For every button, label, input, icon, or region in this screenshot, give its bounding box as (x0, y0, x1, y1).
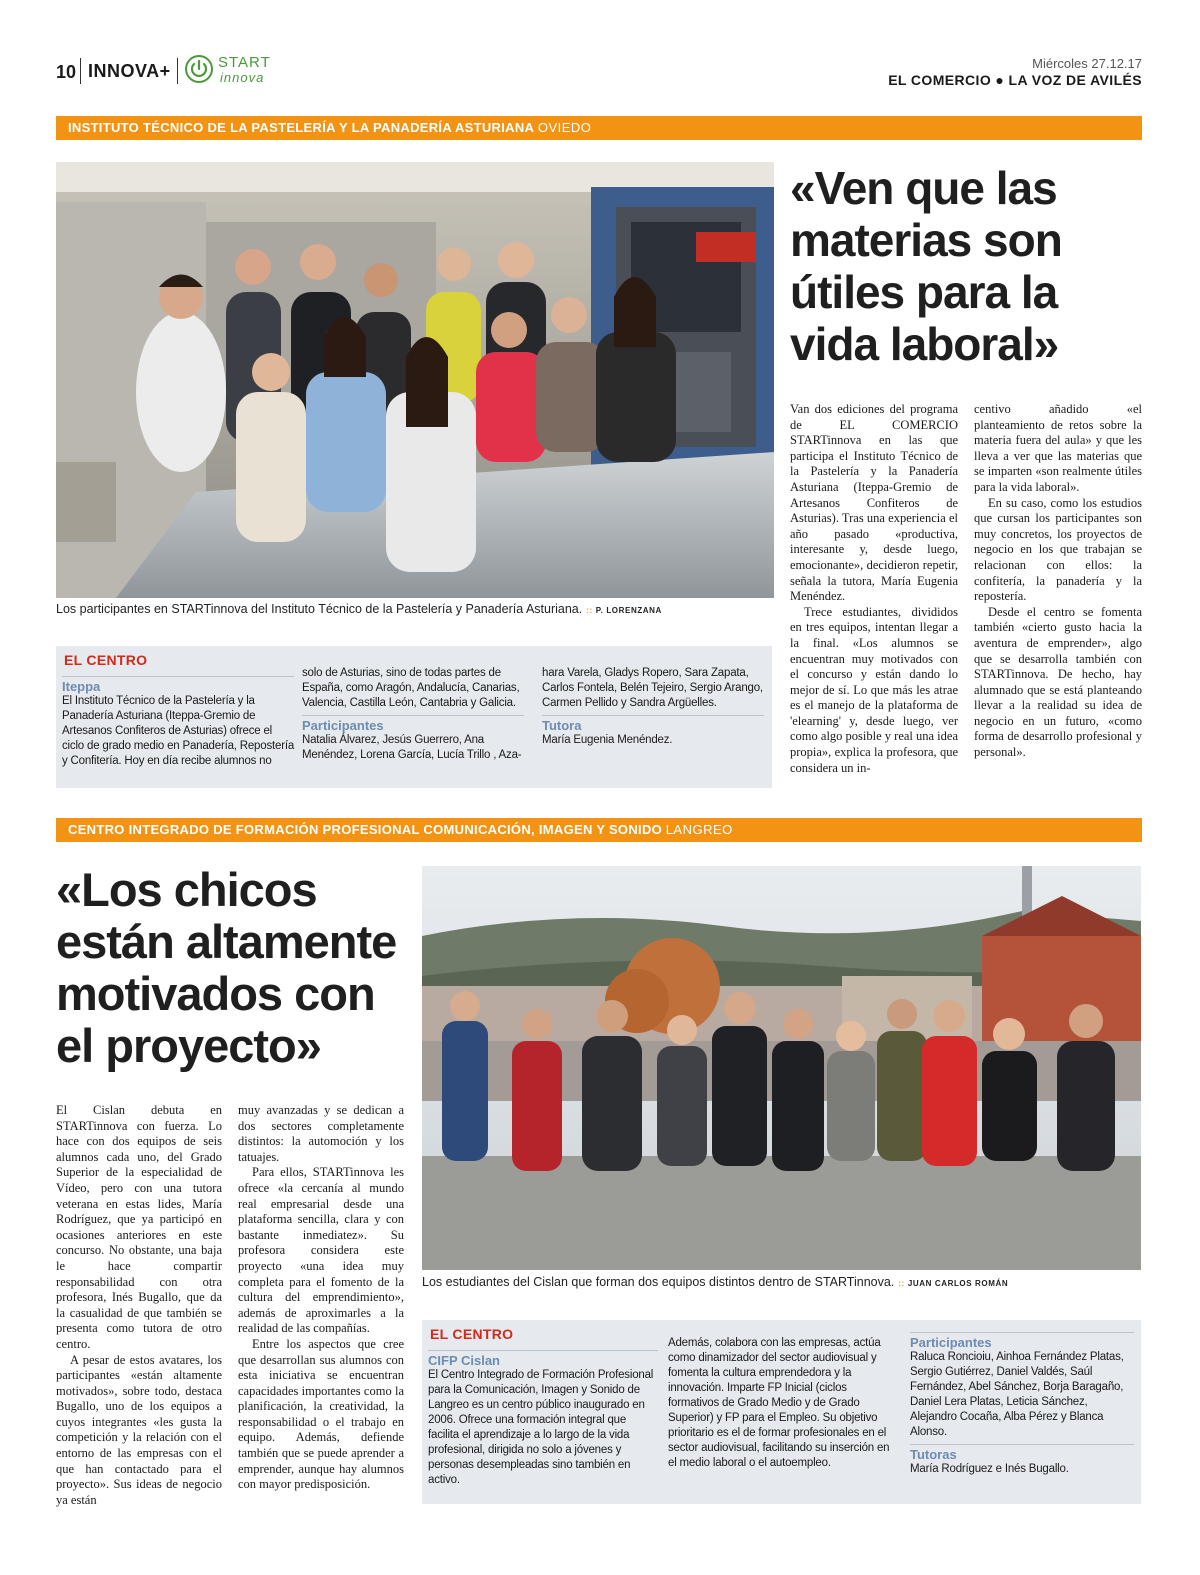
box-participants: Raluca Roncioiu, Ainhoa Fernández Platas, Sergio Gutiérrez, Daniel Valdés, Saúl Fernández, Abel Sánchez, Borja Baragaño, Daniel Lera Platas, Leticia Sánchez, Alejandro Cocaña, Alba Pérez y Blanca Alonso. (910, 1351, 1124, 1438)
paragraph: Trece estudiantes, divididos en tres equipos, intentan llegar a la final. «Los alumnos se encuentran muy motivados con el concurso y están dando lo mejor de sí. Lo que más les atrae es el manejo de la plataforma de 'elearning' y, desde luego, ver como algo posible y real una idea propia», explica la profesora, que considera un in- (790, 604, 958, 775)
box-participants-label: Participantes (302, 715, 524, 733)
bar-institution: INSTITUTO TÉCNICO DE LA PASTELERÍA Y LA PANADERÍA ASTURIANA (68, 120, 535, 135)
paragraph: A pesar de estos avatares, los participantes «están altamente motivados», sobre todo, destaca Bugallo, uno de los equipos a cuyos integrantes «les gusta la competición y la relación con el entorno de las empresas con el que han contactado para el proyecto». Sus ideas de negocio ya están (56, 1352, 222, 1507)
box-participants: Natalia Álvarez, Jesús Guerrero, Ana Menéndez, Lorena García, Lucía Trillo , Aza- (302, 734, 522, 761)
box-participants-cont: hara Varela, Gladys Ropero, Sara Zapata, Carlos Fontela, Belén Tejeiro, Sergio Arango, Carmen Pellido y Sandra Argüelles. (542, 667, 763, 709)
photo-caption: Los participantes en STARTinnova del Instituto Técnico de la Pastelería y Panadería Asturiana. :: P. LORENZANA (56, 602, 662, 616)
page-header (56, 52, 1142, 94)
photo-credit: P. LORENZANA (595, 606, 662, 615)
issue-date: Miércoles 27.12.17 (1032, 56, 1142, 71)
article-column-1 (790, 402, 958, 776)
paragraph: muy avanzadas y se dedican a dos sectores completamente distintos: la automoción y los tatuajes. (238, 1103, 404, 1164)
section-name: INNOVA+ (88, 61, 171, 81)
box-center-text-cont: solo de Asturias, sino de todas partes de España, como Aragón, Andalucía, Canarias, Valencia, Castilla León, Cantabria y Galicia. (302, 667, 520, 709)
paragraph: Van dos ediciones del programa de EL COMERCIO STARTinnova en las que participa el Instituto Técnico de la Pastelería y la Panadería Asturiana (Iteppa-Gremio de Artesanos Confiteros de Asturias). Tras una experiencia el año pasado «productiva, interesante y, desde luego, emocionante», decidieron repetir, señala la tutora, María Eugenia Menéndez. (790, 402, 958, 604)
article-column-2 (974, 402, 1142, 761)
logo-innova-text: innova (220, 70, 265, 85)
paragraph: Desde el centro se fomenta también «cierto gusto hacia la aventura de emprender», algo que se desarrolla también con STARTinnova. De hecho, hay alumnado que se está planteando llevar a la realidad su idea de negocio en un futuro, «como forma de desarrollo profesional y personal». (974, 604, 1142, 760)
info-box-center (56, 646, 772, 788)
paragraph: Entre los aspectos que cree que desarrollan sus alumnos con esta iniciativa se encuentran capacidades importantes como la planificación, la creatividad, la responsabilidad o el trabajo en equipo. Además, defiende también que se puede aprender a emprender, aunque hay alumnos con mayor predisposición. (238, 1336, 404, 1492)
bar-institution: CENTRO INTEGRADO DE FORMACIÓN PROFESIONAL COMUNICACIÓN, IMAGEN Y SONIDO (68, 822, 663, 837)
bar-city: LANGREO (665, 822, 733, 837)
startinnova-power-icon (184, 54, 214, 84)
box-center-text: El Centro Integrado de Formación Profesional para la Comunicación, Imagen y Sonido de Langreo es un centro público inaugurado en 2006. Ofrece una formación integral que facilita el aprendizaje a lo largo de la vida profesional, dirigida no solo a jóvenes y personas desempleadas sino también en activo. (428, 1369, 654, 1486)
box-center-text: El Instituto Técnico de la Pastelería y la Panadería Asturiana (Iteppa-Gremio de Artesanos Confiteros de Asturias) ofrece el ciclo de grado medio en Panadería, Repostería y Confitería. Hoy en día recibe alumnos no (62, 695, 295, 767)
section-bar-oviedo (56, 116, 1142, 140)
box-center-name: CIFP Cislan (428, 1350, 658, 1368)
photo-credit: JUAN CARLOS ROMÁN (907, 1279, 1009, 1288)
header-divider (80, 58, 81, 84)
logo-start-text: START (218, 54, 271, 71)
page-number: 10 (56, 62, 77, 82)
headline: «Los chicos están altamente motivados con el proyecto» (56, 863, 397, 1072)
caption-text: Los participantes en STARTinnova del Instituto Técnico de la Pastelería y Panadería Asturiana. (56, 602, 583, 616)
box-participants-label: Participantes (910, 1332, 1134, 1350)
bar-city: OVIEDO (537, 120, 592, 135)
box-tutor-name: María Eugenia Menéndez. (542, 734, 673, 746)
photo-caption: Los estudiantes del Cislan que forman dos equipos distintos dentro de STARTinnova. :: JUAN CARLOS ROMÁN (422, 1275, 1009, 1289)
rooftop-photo-illustration (422, 866, 1141, 1270)
bakery-photo-illustration (56, 162, 774, 598)
box-tutor-label: Tutoras (910, 1444, 1134, 1462)
section-bar-langreo (56, 818, 1142, 842)
article-column-2 (238, 1103, 404, 1493)
paragraph: centivo añadido «el planteamiento de retos sobre la materia fuera del aula» y que les lleva a ver que las materias que se imparten «son realmente útiles para la vida laboral». (974, 402, 1142, 494)
box-title: EL CENTRO (430, 1326, 514, 1342)
headline: «Ven que las materias son útiles para la vida laboral» (790, 162, 1062, 370)
article-column-1 (56, 1103, 222, 1508)
photo-cislan-group (422, 866, 1141, 1270)
paragraph: El Cislan debuta en STARTinnova con fuerza. Lo hace con dos equipos de seis alumnos cada uno, del Grado Superior de la especialidad de Vídeo, pero con una tutora veterana en estas lides, María Rodríguez, que ya participó en ocasiones anteriores en este concurso. No obstante, una baja le hace compartir responsabilidad con otra profesora, Inés Bugallo, que da la casualidad de que también se presenta como tutora de otro centro. (56, 1103, 222, 1351)
box-tutor-label: Tutora (542, 715, 764, 733)
paragraph: Para ellos, STARTinnova les ofrece «la cercanía al mundo real empresarial desde una plataforma sencilla, clara y con bastante inmediatez». Su profesora considera este proyecto «una idea muy completa para el fomento de la cultura del emprendimiento», además de aproximarles a la realidad de las compañías. (238, 1165, 404, 1336)
box-tutor-name: María Rodríguez e Inés Bugallo. (910, 1463, 1069, 1475)
box-title: EL CENTRO (64, 652, 148, 668)
caption-text: Los estudiantes del Cislan que forman dos equipos distintos dentro de STARTinnova. (422, 1275, 895, 1289)
photo-bakery-group (56, 162, 774, 598)
paragraph: En su caso, como los estudios que cursan los participantes son muy concretos, los proyectos de negocio en los que trabajan se relacionan con ellos: la confitería, la panadería y la repostería. (974, 495, 1142, 604)
box-center-text-cont: Además, colabora con las empresas, actúa como dinamizador del sector audiovisual y fomenta la cultura emprendedora y la innovación. Imparte FP Inicial (ciclos formativos de Grado Medio y de Grado Superior) y FP para el Empleo. Su objetivo prioritario es el de formar profesionales en el sector audiovisual, facilitando su inserción en el medio laboral o el autoempleo. (668, 1337, 890, 1469)
newspaper-names: EL COMERCIO ● LA VOZ DE AVILÉS (888, 72, 1142, 88)
info-box-center (422, 1320, 1141, 1504)
box-center-name: Iteppa (62, 676, 294, 694)
header-divider (177, 58, 178, 84)
